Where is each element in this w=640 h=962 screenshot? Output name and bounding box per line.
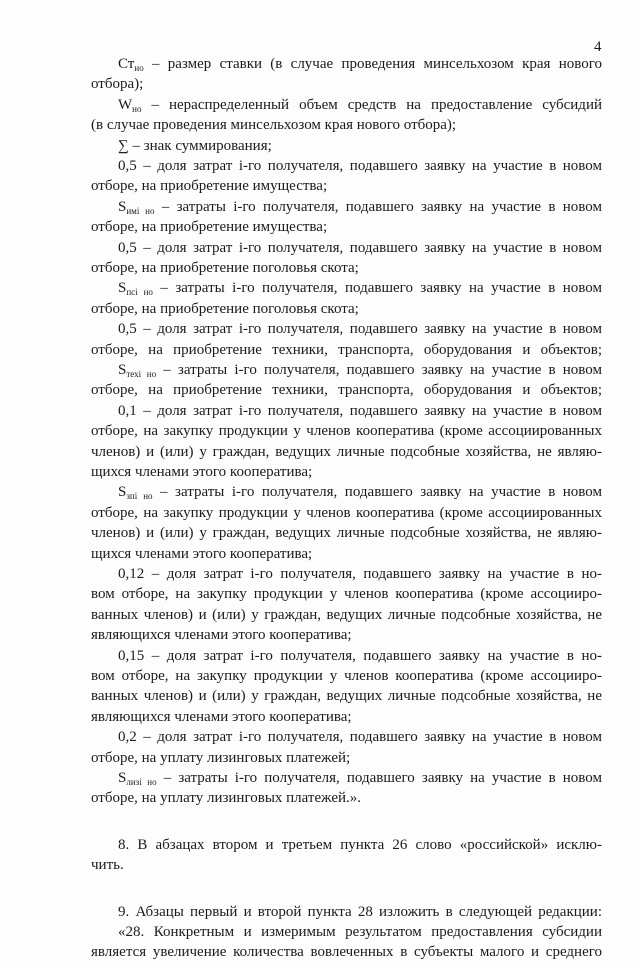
- text-run: отборе, на приобретение поголовья скота;: [91, 260, 359, 276]
- text-line: [118, 902, 602, 922]
- text-run: членов) и (или) у граждан, ведущих личные подсобные хозяйства, не являю-: [91, 443, 602, 460]
- text-run: S: [118, 280, 127, 297]
- text-line: [118, 360, 602, 380]
- text-run: – затраты i-го получателя, подавшего заявку на участие в новом: [156, 770, 602, 786]
- text-run: S: [118, 198, 127, 215]
- text-line: [91, 625, 352, 645]
- text-run: (в случае проведения минсельхозом края нового отбора);: [91, 117, 457, 134]
- text-line: [118, 646, 602, 666]
- text-run: 0,15 – доля затрат i-го получателя, подавшего заявку на участие в но-: [118, 647, 602, 664]
- text-line: [91, 942, 602, 962]
- text-run: 9. Абзацы первый и второй пункта 28 изложить в следующей редакции:: [118, 903, 602, 920]
- text-run: щихся членами этого кооператива;: [91, 545, 313, 562]
- text-run: щихся членами этого кооператива;: [91, 464, 313, 480]
- text-line: [118, 238, 602, 258]
- text-run: отборе, на приобретение поголовья скота;: [91, 300, 359, 317]
- text-run: «28. Конкретным и измеримым результатом предоставления субсидии: [118, 924, 602, 940]
- text-run: – нераспределенный объем средств на предоставление субсидий: [141, 96, 602, 113]
- text-line: [118, 156, 602, 176]
- text-line: [91, 666, 602, 686]
- text-run: являющихся членами этого кооператива;: [91, 627, 352, 644]
- text-run: отбора);: [91, 76, 144, 93]
- text-run: – затраты i-го получателя, подавшего заявку на участие в новом: [152, 484, 602, 501]
- text-run: отборе, на приобретение техники, транспорта, оборудования и объектов;: [91, 382, 602, 399]
- page-number: 4: [594, 39, 602, 55]
- text-run: 0,5 – доля затрат i-го получателя, подавшего заявку на участие в новом: [118, 158, 602, 174]
- text-run: отборе, на приобретение техники, транспорта, оборудования и объектов;: [91, 341, 602, 358]
- text-line: [91, 544, 312, 564]
- text-line: [118, 136, 272, 156]
- text-run: отборе, на закупку продукции у членов кооператива (кроме ассоциированных: [91, 423, 602, 440]
- text-line: [118, 95, 602, 115]
- text-line: [91, 299, 359, 319]
- text-run: Ст: [118, 56, 135, 72]
- text-line: [91, 217, 327, 237]
- text-line: [91, 115, 456, 135]
- subscript: ио: [134, 63, 144, 73]
- text-run: ∑ – знак суммирования;: [118, 137, 272, 154]
- text-run: вом отборе, на закупку продукции у членов кооператива (кроме ассоцииро-: [91, 668, 602, 684]
- text-line: [91, 748, 350, 768]
- text-run: 8. В абзацах втором и третьем пункта 26 слово «российской» исклю-: [118, 836, 602, 853]
- subscript: лизi но: [126, 777, 157, 787]
- text-run: 0,2 – доля затрат i-го получателя, подавшего заявку на участие в новом: [118, 729, 602, 746]
- text-run: – размер ставки (в случае проведения минсельхозом края нового: [143, 56, 602, 72]
- text-run: отборе, на приобретение имущества;: [91, 178, 328, 195]
- text-run: W: [118, 96, 133, 113]
- text-run: членов) и (или) у граждан, ведущих личные подсобные хозяйства, не являю-: [91, 525, 602, 542]
- subscript: но: [132, 103, 142, 114]
- text-line: [91, 442, 602, 462]
- text-run: – затраты i-го получателя, подавшего заявку на участие в новом: [152, 280, 602, 297]
- text-run: – затраты i-го получателя, подавшего заявку на участие в новом: [156, 362, 602, 378]
- text-line: [91, 176, 327, 196]
- text-run: – затраты i-го получателя, подавшего заявку на участие в новом: [154, 198, 602, 215]
- text-line: [118, 482, 602, 502]
- text-run: является увеличение количества вовлеченных в субъекты малого и среднего: [91, 944, 602, 961]
- text-run: являющихся членами этого кооператива;: [91, 708, 352, 725]
- text-run: 0,1 – доля затрат i-го получателя, подавшего заявку на участие в новом: [118, 402, 602, 419]
- text-line: [118, 54, 602, 74]
- text-run: S: [118, 484, 127, 501]
- text-line: [118, 835, 602, 855]
- text-line: [91, 462, 312, 482]
- text-run: ванных членов) и (или) у граждан, ведущих личные подсобные хозяйства, не: [91, 688, 602, 705]
- text-line: [91, 503, 602, 523]
- text-line: [91, 686, 602, 706]
- text-run: 0,5 – доля затрат i-го получателя, подавшего заявку на участие в новом: [118, 239, 602, 256]
- text-run: ванных членов) и (или) у граждан, ведущих личные подсобные хозяйства, не: [91, 606, 602, 623]
- text-line: [118, 564, 602, 584]
- text-line: [91, 74, 143, 94]
- subscript: псi но: [126, 287, 153, 298]
- text-run: S: [118, 770, 127, 786]
- text-line: [91, 340, 602, 360]
- text-run: 0,5 – доля затрат i-го получателя, подавшего заявку на участие в новом: [118, 321, 602, 338]
- text-line: [118, 768, 602, 788]
- text-line: [118, 727, 602, 747]
- text-line: [118, 278, 602, 298]
- text-line: [91, 855, 124, 875]
- text-run: отборе, на уплату лизинговых платежей;: [91, 749, 351, 766]
- text-run: чить.: [91, 857, 124, 874]
- subscript: зпi но: [126, 491, 153, 502]
- text-run: S: [118, 362, 127, 378]
- text-run: отборе, на приобретение имущества;: [91, 219, 328, 236]
- text-line: [91, 421, 602, 441]
- text-line: [118, 197, 602, 217]
- text-line: [118, 401, 602, 421]
- text-line: [91, 523, 602, 543]
- text-line: [91, 707, 352, 727]
- text-line: [91, 788, 361, 808]
- text-line: [91, 605, 602, 625]
- subscript: техi но: [126, 369, 157, 379]
- text-line: [118, 922, 602, 942]
- text-line: [91, 380, 602, 400]
- text-run: 0,12 – доля затрат i-го получателя, подавшего заявку на участие в но-: [118, 566, 602, 582]
- text-run: отборе, на уплату лизинговых платежей.».: [91, 790, 361, 807]
- text-line: [118, 319, 602, 339]
- subscript: имi но: [126, 205, 155, 216]
- text-line: [91, 258, 359, 278]
- text-run: вом отборе, на закупку продукции у членов кооператива (кроме ассоцииро-: [91, 586, 602, 603]
- text-run: отборе, на закупку продукции у членов кооператива (кроме ассоциированных: [91, 504, 602, 521]
- text-line: [91, 584, 602, 604]
